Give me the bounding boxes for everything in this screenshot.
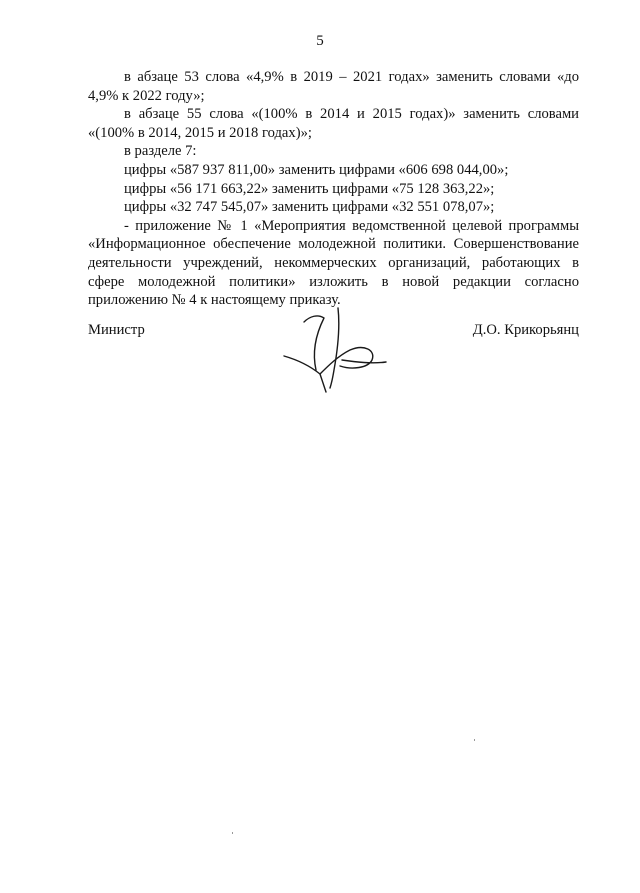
scan-speck: [474, 739, 475, 741]
handwritten-signature: [280, 304, 390, 400]
document-body: [88, 68, 579, 310]
signer-position: Министр: [88, 322, 145, 338]
page-number: 5: [316, 33, 324, 49]
paragraph: цифры «56 171 663,22» заменить цифрами «75 128 363,22»;: [124, 180, 495, 197]
signer-name: Д.О. Крикорьянц: [472, 322, 579, 338]
paragraph: в разделе 7:: [124, 143, 197, 160]
paragraph: в абзаце 53 слова «4,9% в 2019 – 2021 годах» заменить словами «до 4,9% к 2022 году»;: [88, 69, 579, 104]
paragraph: цифры «587 937 811,00» заменить цифрами «606 698 044,00»;: [124, 161, 509, 178]
paragraph: цифры «32 747 545,07» заменить цифрами «32 551 078,07»;: [124, 199, 495, 216]
signature-block: [88, 318, 579, 398]
paragraph: в абзаце 55 слова «(100% в 2014 и 2015 годах)» заменить словами «(100% в 2014, 2015 и 2018 годах)»;: [88, 106, 579, 141]
paragraph: - приложение № 1 «Мероприятия ведомственной целевой программы «Информационное обеспечение молодежной политики. Совершенствование деятельности учреждений, некоммерческих организаций, работающих в сфере молодежной политики» изложить в новой редакции согласно приложению № 4 к настоящему приказу.: [88, 217, 579, 309]
scan-speck: [232, 832, 233, 834]
